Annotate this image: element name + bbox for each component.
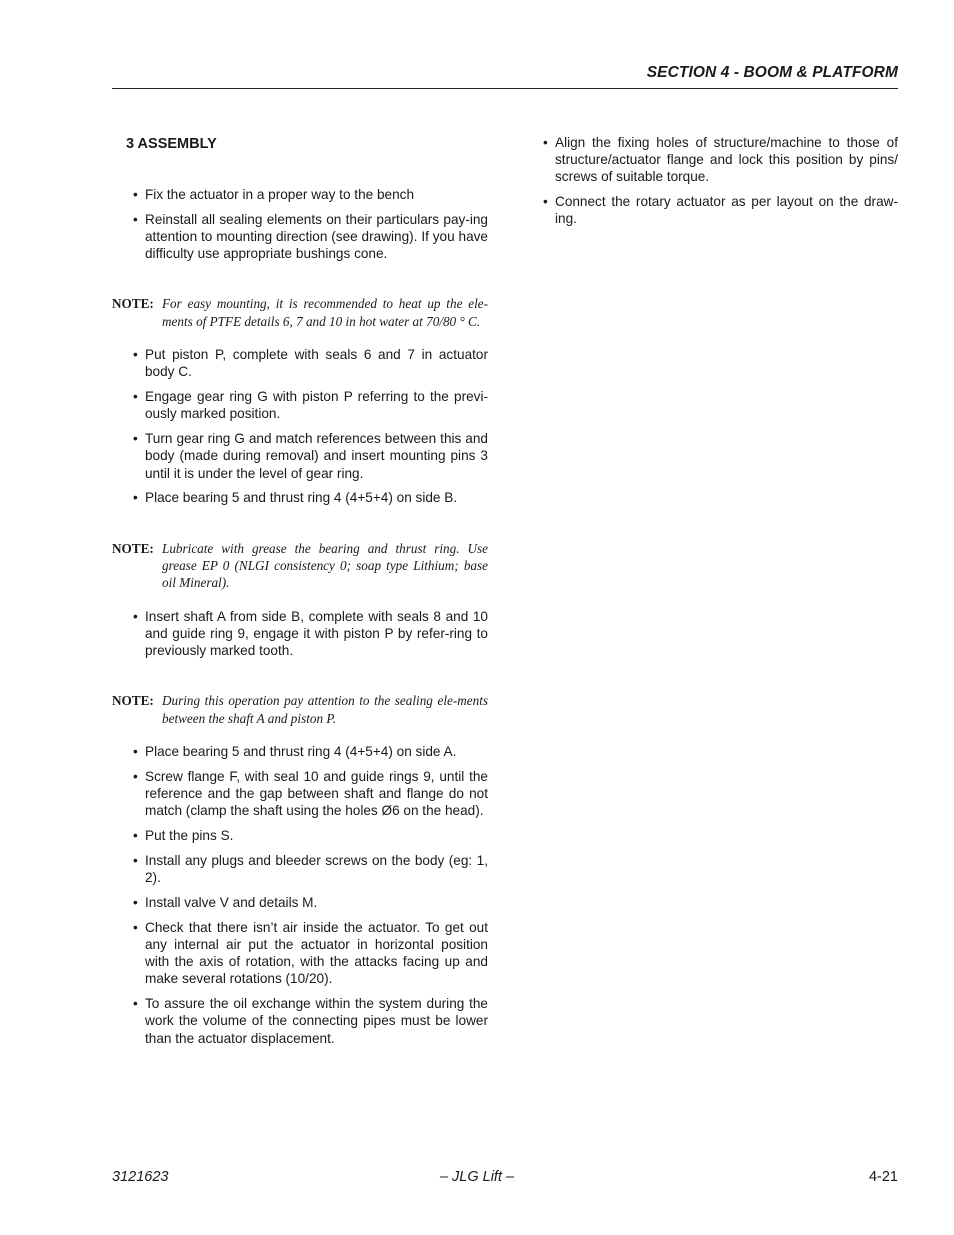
section-header: SECTION 4 - BOOM & PLATFORM [646, 64, 898, 81]
bullet-icon: • [543, 135, 548, 150]
list-item [133, 919, 488, 988]
list-item-text: Turn gear ring G and match references between this and body (made during removal) and insert mounting pins 3 until it is under the level of gear ring. [145, 431, 488, 481]
bullet-icon: • [543, 194, 548, 210]
bullet-icon: • [133, 744, 138, 760]
list-item-text: Install any plugs and bleeder screws on the body (eg: 1, 2). [145, 853, 488, 886]
section-title: 3 ASSEMBLY [126, 136, 217, 152]
note-label: NOTE: [112, 296, 154, 312]
list-item-text: Connect the rotary actuator as per layout on the draw-ing. [555, 194, 898, 227]
footer-brand: – JLG Lift – [439, 1169, 515, 1185]
list-item-text: Engage gear ring G with piston P referring to the previ-ously marked position. [145, 389, 488, 422]
note-text: For easy mounting, it is recommended to heat up the ele-ments of PTFE details 6, 7 and 10 in hot water at 70/80 ° C. [162, 296, 488, 329]
list-item-text: To assure the oil exchange within the system during the work the volume of the connecting pipes must be lower than the actuator displacement. [145, 996, 488, 1046]
list-item [133, 388, 488, 422]
left-column [112, 134, 488, 1054]
list-item [133, 768, 488, 820]
footer-doc-number: 3121623 [112, 1169, 169, 1185]
list-item-text: Fix the actuator in a proper way to the bench [145, 187, 415, 202]
note [112, 540, 488, 592]
list-item [133, 211, 488, 263]
list-item [133, 489, 488, 506]
bullet-icon: • [133, 431, 138, 447]
note-label: NOTE: [112, 540, 154, 556]
note [112, 295, 488, 330]
note-text: Lubricate with grease the bearing and thrust ring. Use grease EP 0 (NLGI consistency 0; soap type Lithium; base oil Mineral). [162, 540, 488, 591]
list-item [543, 134, 898, 186]
bullet-list-2 [112, 346, 488, 506]
list-item-text: Screw flange F, with seal 10 and guide rings 9, until the reference and the gap between shaft and flange do not match (clamp the shaft using the holes Ø6 on the head). [145, 769, 488, 819]
bullet-icon: • [133, 187, 138, 202]
note [112, 692, 488, 727]
list-item-text: Place bearing 5 and thrust ring 4 (4+5+4) on side A. [145, 744, 457, 760]
list-item [133, 852, 488, 886]
list-item [133, 186, 488, 203]
bullet-icon: • [133, 211, 138, 227]
bullet-icon: • [133, 996, 138, 1012]
bullet-list-1 [112, 186, 488, 262]
bullet-icon: • [133, 828, 138, 844]
list-item [133, 827, 488, 844]
list-item [133, 995, 488, 1047]
list-item [543, 193, 898, 227]
bullet-list-3 [112, 608, 488, 660]
list-item-text: Put piston P, complete with seals 6 and 7 in actuator body C. [145, 347, 488, 380]
bullet-icon: • [133, 389, 138, 405]
list-item [133, 430, 488, 482]
list-item [133, 608, 488, 660]
list-item-text: Check that there isn’t air inside the actuator. To get out any internal air put the actuator in horizontal position with the axis of rotation, with the attacks facing up and make several rotations (10/20). [145, 919, 488, 987]
bullet-list-right [540, 134, 898, 228]
list-item [133, 743, 488, 760]
list-item-text: Align the fixing holes of structure/machine to those of structure/actuator flange and lock this position by pins/ screws of suitable torque. [555, 135, 898, 185]
bullet-list-4 [112, 743, 488, 1047]
footer-page-number: 4-21 [868, 1169, 898, 1185]
note-text: During this operation pay attention to the sealing ele-ments between the shaft A and piston P. [162, 693, 488, 726]
note-label: NOTE: [112, 693, 154, 709]
bullet-icon: • [133, 608, 138, 624]
bullet-icon: • [133, 919, 138, 935]
bullet-icon: • [133, 853, 138, 869]
bullet-icon: • [133, 769, 138, 785]
list-item-text: Install valve V and details M. [145, 895, 318, 911]
list-item-text: Place bearing 5 and thrust ring 4 (4+5+4) on side B. [145, 490, 458, 506]
bullet-icon: • [133, 490, 138, 506]
list-item-text: Reinstall all sealing elements on their particulars pay-ing attention to mounting direction (see drawing). If you have difficulty use appropriate bushings cone. [145, 211, 488, 262]
right-column [540, 134, 898, 235]
list-item [133, 346, 488, 380]
bullet-icon: • [133, 895, 138, 911]
header-rule [112, 88, 898, 89]
list-item [133, 894, 488, 911]
bullet-icon: • [133, 347, 138, 363]
list-item-text: Put the pins S. [145, 828, 234, 844]
list-item-text: Insert shaft A from side B, complete with seals 8 and 10 and guide ring 9, engage it with piston P by refer-ring to previously marked tooth. [145, 608, 488, 659]
